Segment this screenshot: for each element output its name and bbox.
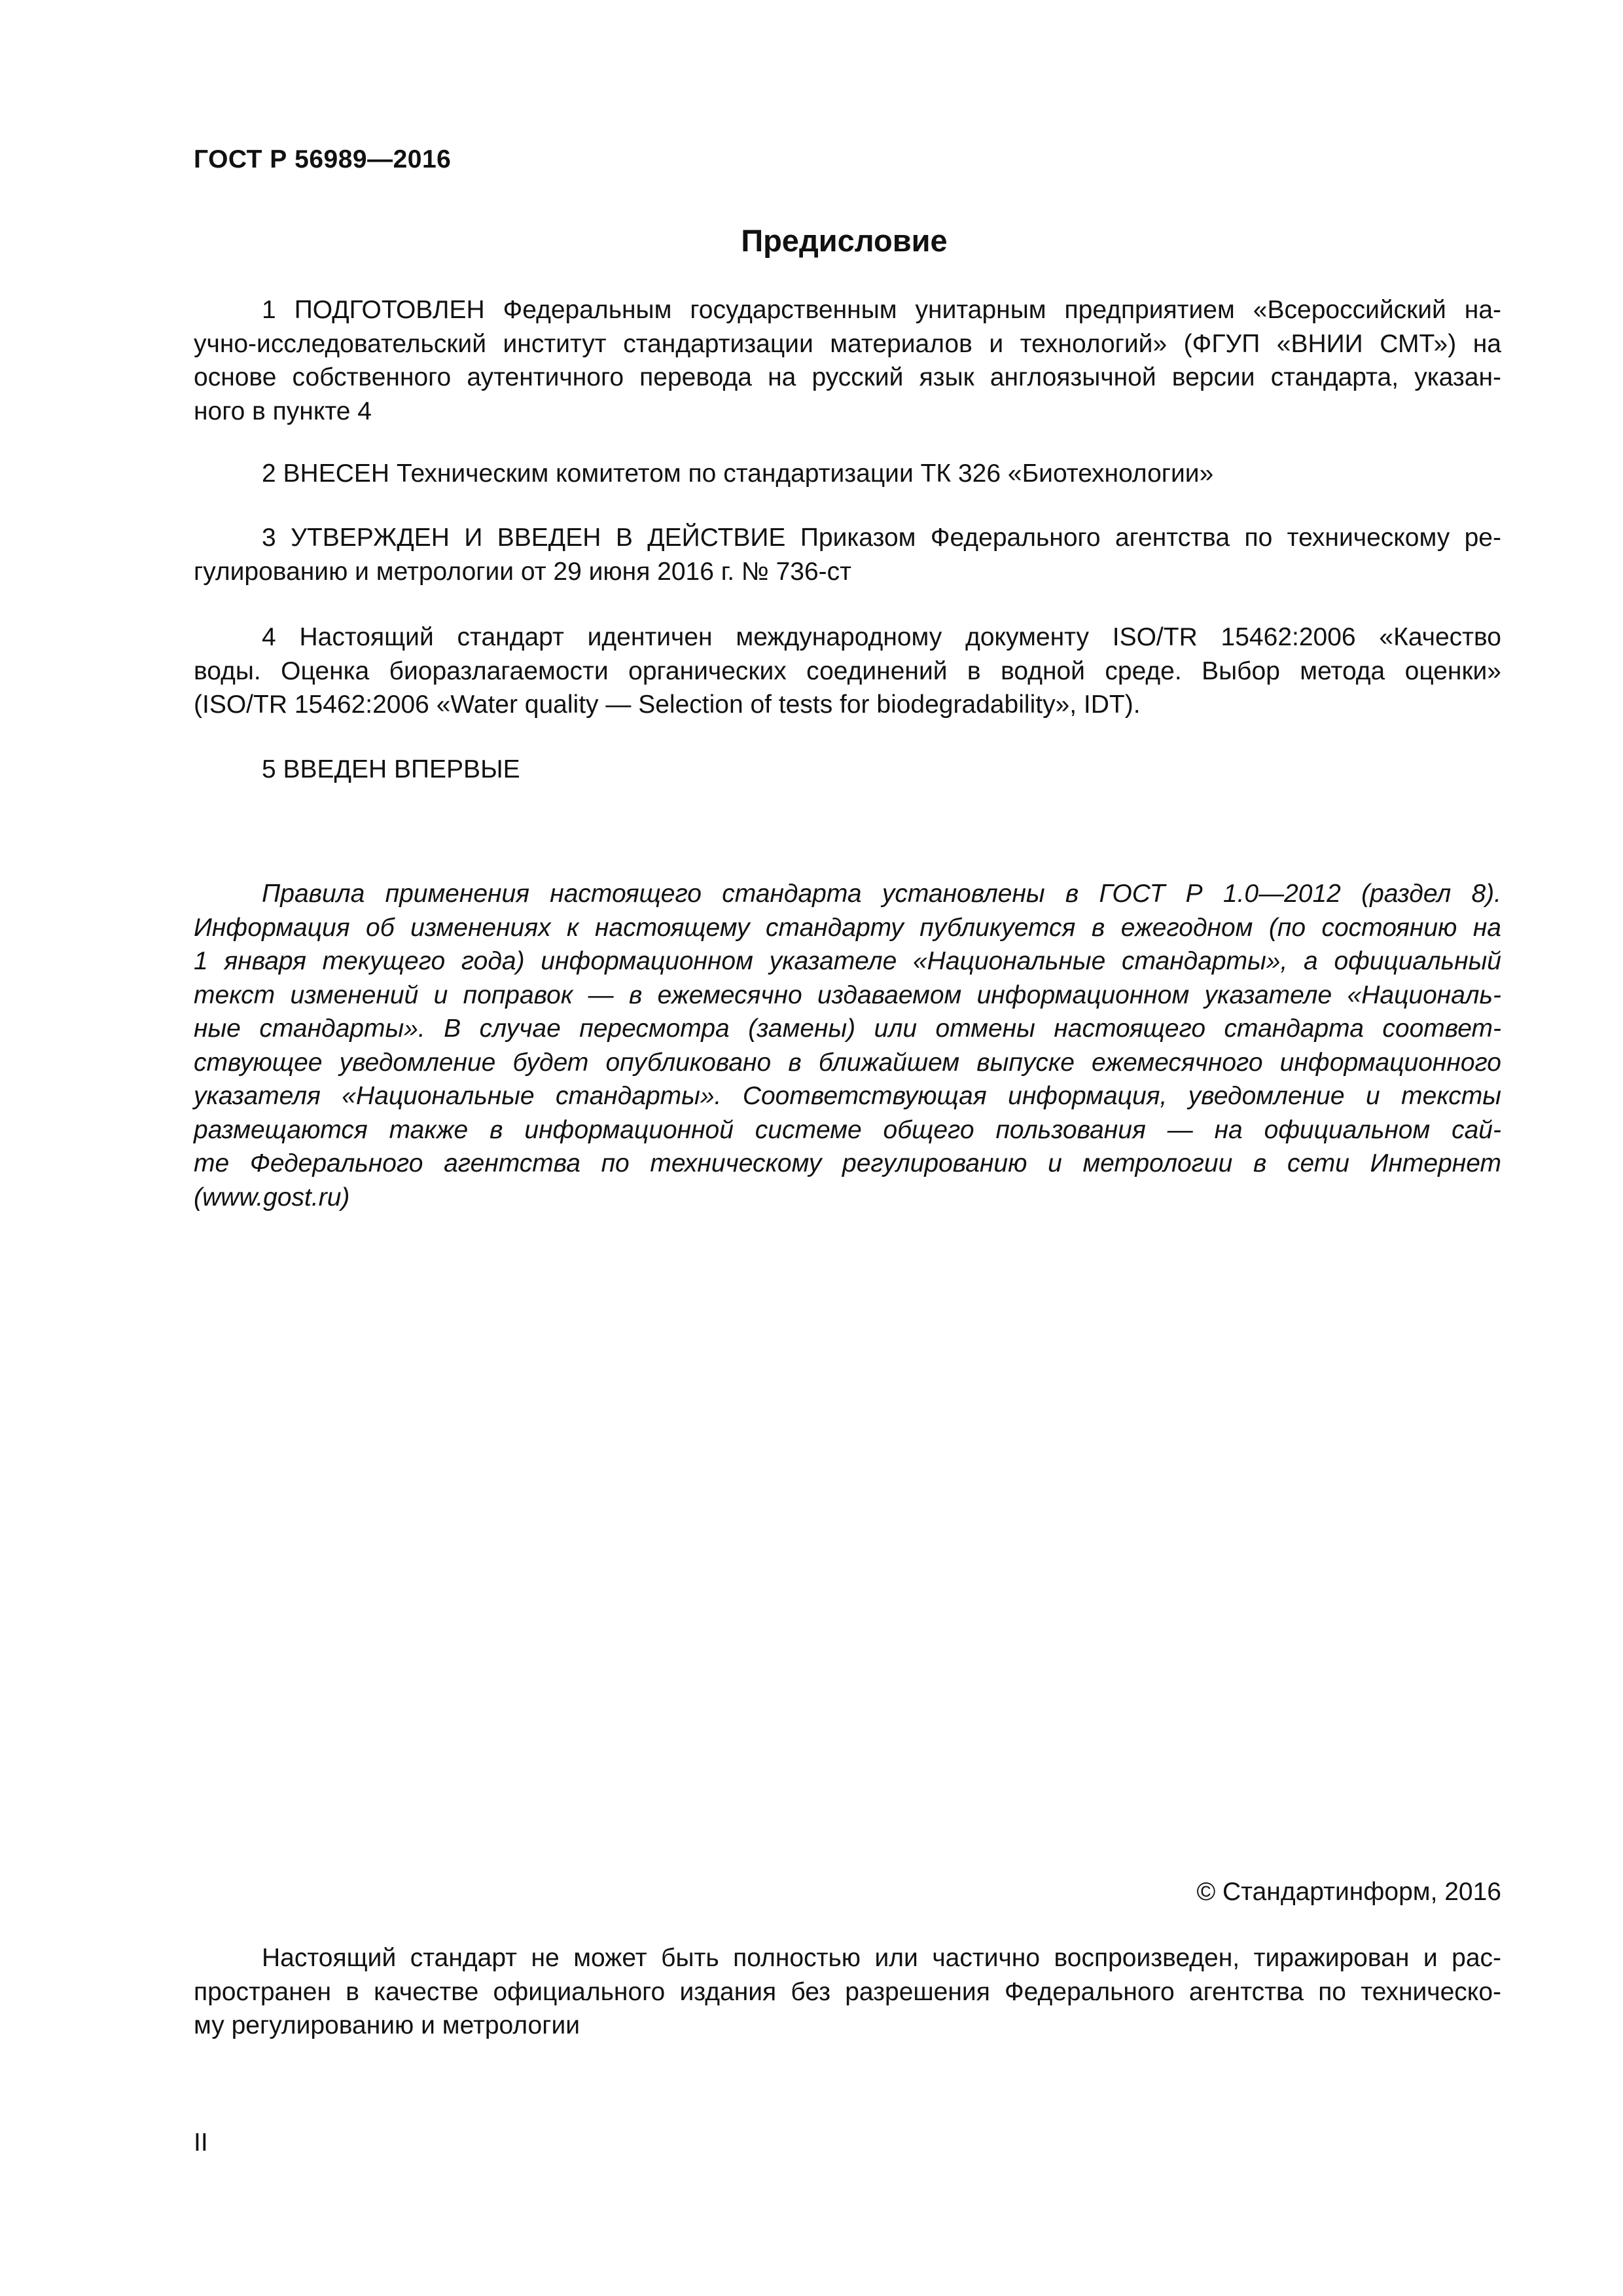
item-1-line-4: ного в пункте 4 xyxy=(194,397,372,425)
item-1-line-3: основе собственного аутентичного перевода на русский язык англоязычной версии стандарта, указан- xyxy=(194,363,1501,391)
foreword-item-2 xyxy=(194,457,1501,491)
notice-line-1: Правила применения настоящего стандарта установлены в ГОСТ Р 1.0—2012 (раздел 8). xyxy=(262,880,1501,908)
item-1-line-2: учно-исследовательский институт стандартизации материалов и технологий» (ФГУП «ВНИИ СМТ») на xyxy=(194,329,1501,358)
notice-line-5: ные стандарты». В случае пересмотра (замены) или отмены настоящего стандарта соответ- xyxy=(194,1014,1501,1043)
item-3-line-1: 3 УТВЕРЖДЕН И ВВЕДЕН В ДЕЙСТВИЕ Приказом Федерального агентства по техническому ре- xyxy=(262,524,1501,552)
notice-line-3: 1 января текущего года) информационном указателе «Национальные стандарты», а официальный xyxy=(194,947,1501,975)
notice-line-6: ствующее уведомление будет опубликовано в ближайшем выпуске ежемесячного информационного xyxy=(194,1048,1501,1077)
application-rules-notice xyxy=(194,877,1501,1214)
notice-line-10: (www.gost.ru) xyxy=(194,1183,350,1211)
legal-line-3: му регулированию и метрологии xyxy=(194,2011,580,2039)
item-1-line-1: 1 ПОДГОТОВЛЕН Федеральным государственным унитарным предприятием «Всероссийский на- xyxy=(262,296,1501,324)
item-2-line-1: 2 ВНЕСЕН Техническим комитетом по стандартизации ТК 326 «Биотехнологии» xyxy=(262,459,1214,488)
legal-line-1: Настоящий стандарт не может быть полностью или частично воспроизведен, тиражирован и рас- xyxy=(262,1944,1501,1972)
reproduction-restriction xyxy=(194,1941,1501,2043)
notice-line-7: указателя «Национальные стандарты». Соответствующая информация, уведомление и тексты xyxy=(194,1082,1501,1110)
item-4-line-2: воды. Оценка биоразлагаемости органических соединений в водной среде. Выбор метода оценки» xyxy=(194,656,1501,685)
page-title: Предисловие xyxy=(741,223,948,258)
item-3-line-2: гулированию и метрологии от 29 июня 2016 г. № 736-ст xyxy=(194,557,851,586)
legal-line-2: пространен в качестве официального издания без разрешения Федерального агентства по техническо- xyxy=(194,1977,1501,2006)
foreword-item-5 xyxy=(194,753,1501,787)
item-4-line-3: (ISO/TR 15462:2006 «Water quality — Selection of tests for biodegradability», IDT). xyxy=(194,691,1141,719)
notice-line-4: текст изменений и поправок — в ежемесячно издаваемом информационном указателе «Националь- xyxy=(194,980,1501,1009)
page-number: II xyxy=(194,2128,208,2157)
notice-line-9: те Федерального агентства по техническому регулированию и метрологии в сети Интернет xyxy=(194,1149,1501,1177)
item-4-line-1: 4 Настоящий стандарт идентичен международному документу ISO/TR 15462:2006 «Качество xyxy=(262,623,1501,651)
foreword-item-4 xyxy=(194,620,1501,722)
document-code: ГОСТ Р 56989—2016 xyxy=(194,145,452,173)
notice-line-8: размещаются также в информационной системе общего пользования — на официальном сай- xyxy=(194,1115,1501,1144)
notice-line-2: Информация об изменениях к настоящему стандарту публикуется в ежегодном (по состоянию на xyxy=(194,913,1501,942)
item-5-line-1: 5 ВВЕДЕН ВПЕРВЫЕ xyxy=(262,755,520,783)
copyright-notice: © Стандартинформ, 2016 xyxy=(1196,1878,1501,1906)
foreword-item-3 xyxy=(194,521,1501,588)
foreword-item-1 xyxy=(194,293,1501,428)
